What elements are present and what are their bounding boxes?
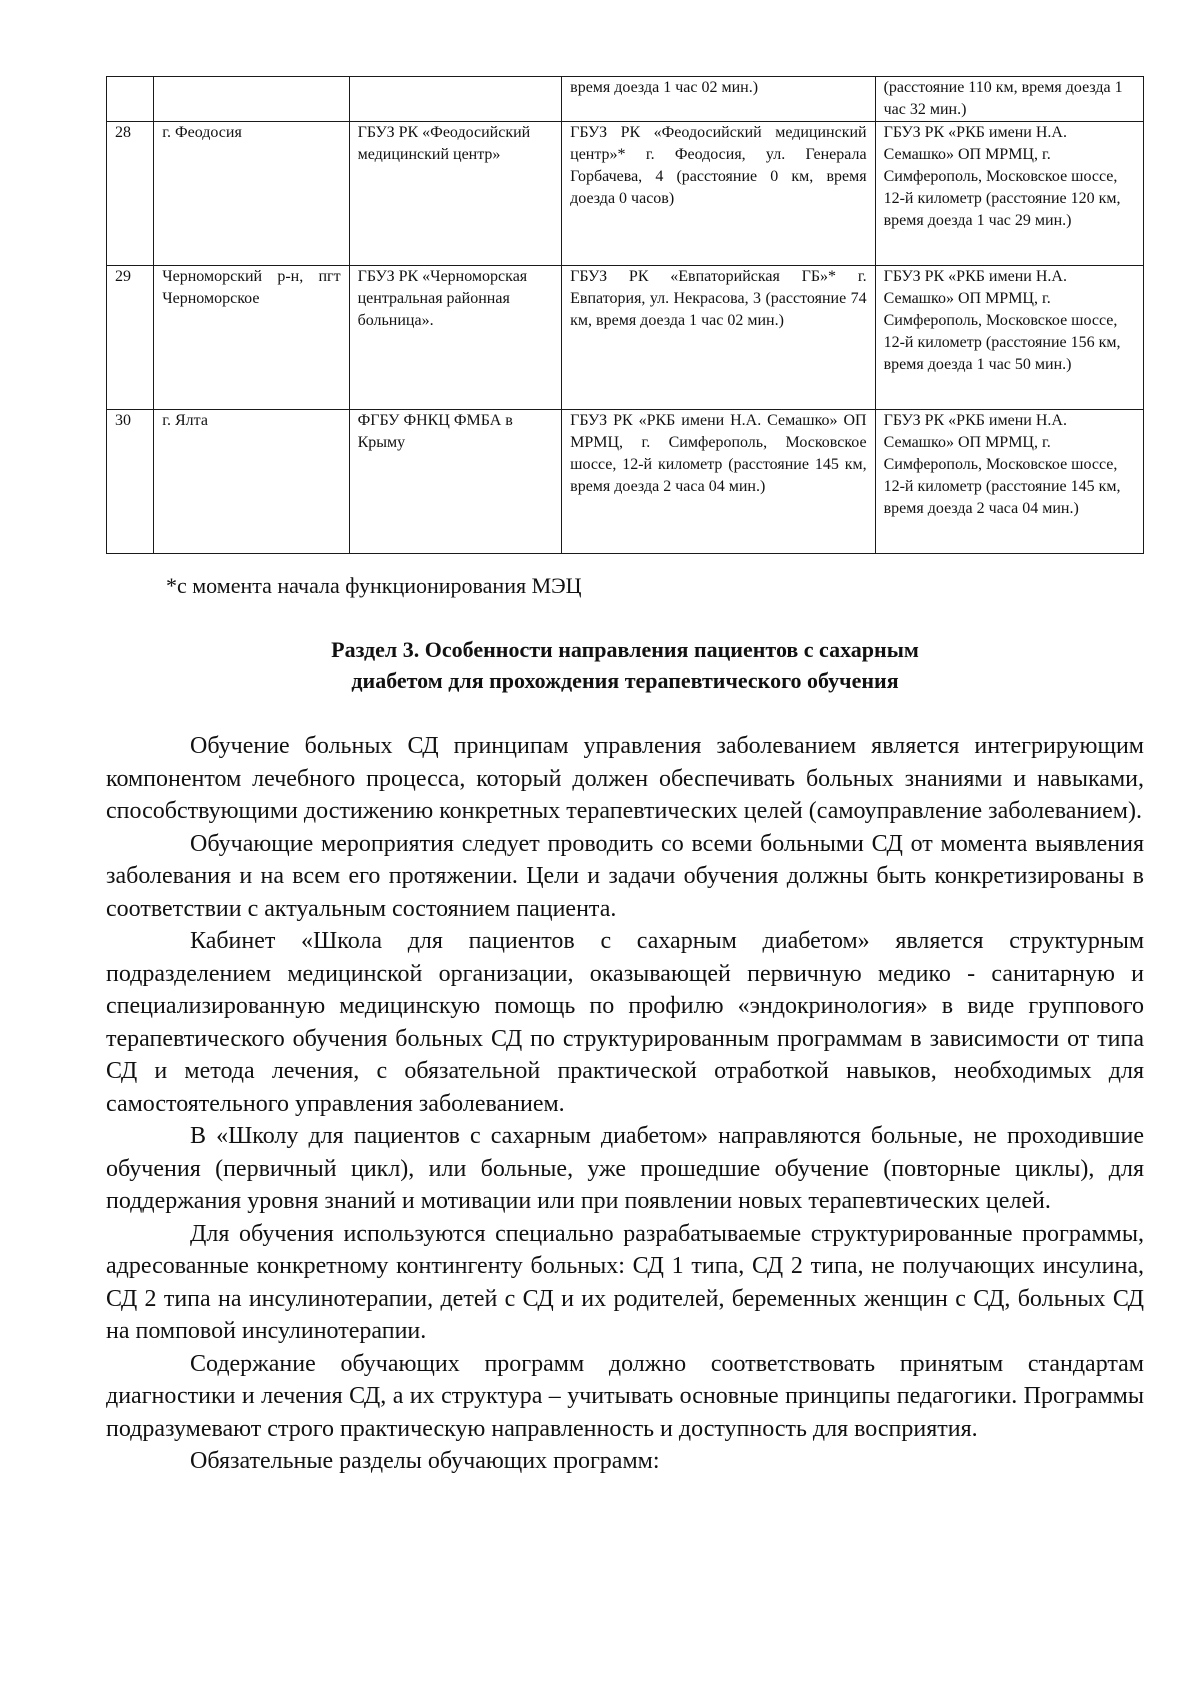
row-organization: ГБУЗ РК «Феодосийский медицинский центр» — [349, 122, 562, 266]
body-text — [106, 730, 1144, 1478]
table-row — [107, 122, 1144, 266]
row-organization: ГБУЗ РК «Черноморская центральная районная больница». — [349, 266, 562, 410]
paragraph: Для обучения используются специально разрабатываемые структурированные программы, адресованные конкретному контингенту больных: СД 1 типа, СД 2 типа, не получающих инсулина, СД 2 типа на инсулинотерапии, детей с СД и их родителей, беременных женщин с СД, больных СД на помповой инсулинотерапии. — [106, 1220, 1144, 1344]
row-location: г. Феодосия — [154, 122, 349, 266]
row-nearest-facility: время доезда 1 час 02 мин.) — [562, 77, 875, 122]
row-number: 30 — [107, 410, 154, 554]
row-location — [154, 77, 349, 122]
section-title-line-2: диабетом для прохождения терапевтического обучения — [351, 668, 899, 693]
section-title — [106, 634, 1144, 696]
table-row — [107, 410, 1144, 554]
paragraph: Кабинет «Школа для пациентов с сахарным диабетом» является структурным подразделением медицинской организации, оказывающей первичную медико - санитарную и специализированную медицинскую помощь по профилю «эндокринология» в виде группового терапевтического обучения больных СД по структурированным программам в зависимости от типа СД и метода лечения, с обязательной практической отработкой навыков, необходимых для самостоятельного управления заболеванием. — [106, 928, 1144, 1117]
row-referral-facility: (расстояние 110 км, время доезда 1 час 32 мин.) — [875, 77, 1143, 122]
row-referral-facility: ГБУЗ РК «РКБ имени Н.А. Семашко» ОП МРМЦ, г. Симферополь, Московское шоссе, 12-й километр (расстояние 120 км, время доезда 1 час 29 мин.) — [875, 122, 1143, 266]
table-row — [107, 266, 1144, 410]
row-number — [107, 77, 154, 122]
table-row — [107, 77, 1144, 122]
row-nearest-facility: ГБУЗ РК «Евпаторийская ГБ»* г. Евпатория, ул. Некрасова, 3 (расстояние 74 км, время доезда 1 час 02 мин.) — [562, 266, 875, 410]
row-location: Черноморский р-н, пгт Черноморское — [154, 266, 349, 410]
row-organization: ФГБУ ФНКЦ ФМБА в Крыму — [349, 410, 562, 554]
row-nearest-facility: ГБУЗ РК «РКБ имени Н.А. Семашко» ОП МРМЦ, г. Симферополь, Московское шоссе, 12-й километр (расстояние 145 км, время доезда 2 часа 04 мин.) — [562, 410, 875, 554]
paragraph: Обучающие мероприятия следует проводить со всеми больными СД от момента выявления заболевания и на всем его протяжении. Цели и задачи обучения должны быть конкретизированы в соответствии с актуальным состоянием пациента. — [106, 830, 1144, 922]
row-organization — [349, 77, 562, 122]
facilities-table — [106, 76, 1144, 554]
paragraph: В «Школу для пациентов с сахарным диабетом» направляются больные, не проходившие обучения (первичный цикл), или больные, уже прошедшие обучение (повторные циклы), для поддержания уровня знаний и мотивации или при появлении новых терапевтических целей. — [106, 1123, 1144, 1214]
section-title-line-1: Раздел 3. Особенности направления пациентов с сахарным — [331, 637, 919, 662]
row-nearest-facility: ГБУЗ РК «Феодосийский медицинский центр»* г. Феодосия, ул. Генерала Горбачева, 4 (расстояние 0 км, время доезда 0 часов) — [562, 122, 875, 266]
paragraph: Содержание обучающих программ должно соответствовать принятым стандартам диагностики и лечения СД, а их структура – учитывать основные принципы педагогики. Программы подразумевают строго практическую направленность и доступность для восприятия. — [106, 1350, 1144, 1442]
row-referral-facility: ГБУЗ РК «РКБ имени Н.А. Семашко» ОП МРМЦ, г. Симферополь, Московское шоссе, 12-й километр (расстояние 145 км, время доезда 2 часа 04 мин.) — [875, 410, 1143, 554]
row-number: 29 — [107, 266, 154, 410]
row-number: 28 — [107, 122, 154, 266]
paragraph: Обязательные разделы обучающих программ: — [190, 1448, 660, 1474]
table-footnote: *с момента начала функционирования МЭЦ — [166, 573, 582, 598]
row-referral-facility: ГБУЗ РК «РКБ имени Н.А. Семашко» ОП МРМЦ, г. Симферополь, Московское шоссе, 12-й километр (расстояние 156 км, время доезда 1 час 50 мин.) — [875, 266, 1143, 410]
row-location: г. Ялта — [154, 410, 349, 554]
paragraph: Обучение больных СД принципам управления заболеванием является интегрирующим компонентом лечебного процесса, который должен обеспечивать больных знаниями и навыками, способствующими достижению конкретных терапевтических целей (самоуправление заболеванием). — [106, 733, 1144, 824]
